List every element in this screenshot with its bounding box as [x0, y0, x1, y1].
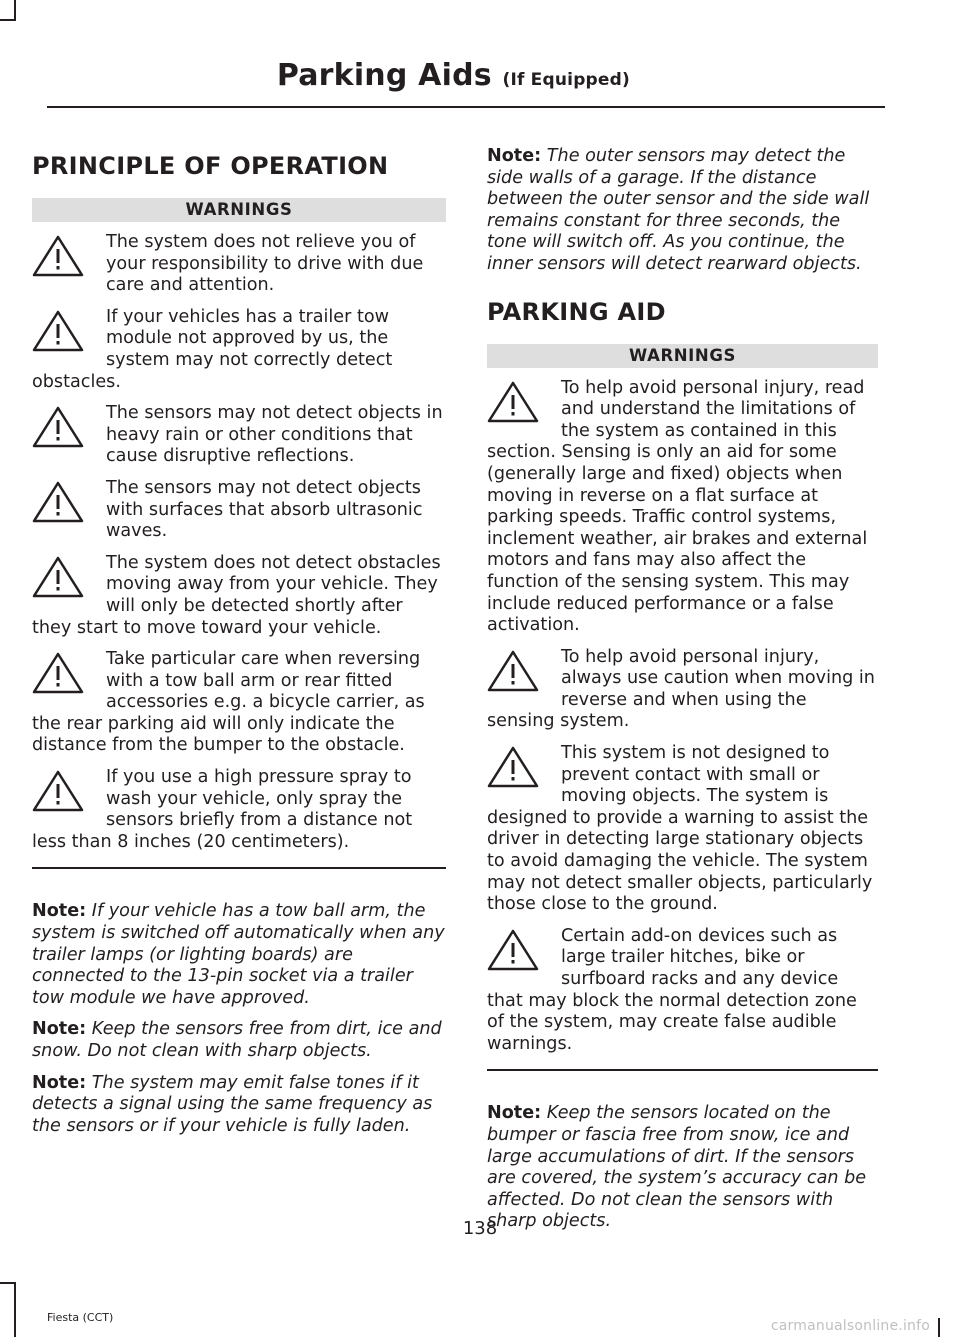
warnings-end-rule [32, 867, 446, 869]
note-paragraph [487, 1103, 878, 1233]
warning-item [32, 767, 446, 853]
warning-text: To help avoid personal injury, always use caution when moving in reverse and when using the sensing system. [487, 646, 875, 732]
header-rule [47, 106, 885, 108]
warning-text: Take particular care when reversing with a tow ball arm or rear fitted accessories e.g. a bicycle carrier, as the rear parking aid will only indicate the distance from the bumper to the obstacle. [32, 649, 425, 756]
warning-item [32, 553, 446, 639]
page-number: 138 [462, 1218, 498, 1239]
warning-item [32, 649, 446, 757]
crop-mark [14, 1282, 16, 1337]
note-paragraph [32, 1019, 446, 1062]
crop-mark [0, 1282, 16, 1284]
note-paragraph [32, 901, 446, 1009]
warning-item [32, 307, 446, 393]
warning-item [487, 926, 878, 1056]
note-paragraph [32, 1073, 446, 1138]
warning-triangle-icon [487, 928, 539, 972]
warning-text: The sensors may not detect objects with surfaces that absorb ultrasonic waves. [106, 477, 423, 542]
page-header-title [277, 58, 630, 93]
warning-text: The system does not detect obstacles moving away from your vehicle. They will only be detected shortly after they start to move toward your vehicle. [32, 552, 441, 638]
warning-triangle-icon [32, 405, 84, 449]
note-paragraph [487, 146, 878, 276]
warnings-end-rule [487, 1069, 878, 1071]
warning-text: Certain add-on devices such as large trailer hitches, bike or surfboard racks and any device that may block the normal detection zone of the system, may create false audible warnings. [487, 925, 857, 1054]
warning-triangle-icon [487, 649, 539, 693]
header-title-text: Parking Aids [276, 58, 492, 93]
note-text: The system may emit false tones if it detects a signal using the same frequency as the sensors or if your vehicle is fully laden. [32, 1072, 433, 1136]
note-label: Note: [487, 1103, 542, 1124]
warning-triangle-icon [32, 309, 84, 353]
warning-triangle-icon [487, 745, 539, 789]
warning-triangle-icon [487, 380, 539, 424]
warning-triangle-icon [32, 651, 84, 695]
note-text: The outer sensors may detect the side walls of a garage. If the distance between the outer sensor and the side wall remains constant for three seconds, the tone will switch off. As you continue, the inner sensors will detect rearward objects. [487, 146, 870, 274]
crop-mark [14, 0, 16, 20]
warning-item [32, 232, 446, 297]
section-heading-principle: PRINCIPLE OF OPERATION [32, 152, 389, 180]
right-column [487, 140, 878, 1243]
note-text: Keep the sensors located on the bumper or fascia free from snow, ice and large accumulations of dirt. If the sensors are covered, the system’s accuracy can be affected. Do not clean the sensors with sharp objects. [487, 1103, 867, 1232]
note-text: Keep the sensors free from dirt, ice and snow. Do not clean with sharp objects. [32, 1019, 442, 1061]
warning-item [32, 478, 446, 543]
warnings-bar: WARNINGS [32, 198, 446, 222]
warning-text: If you use a high pressure spray to wash your vehicle, only spray the sensors briefly from a distance not less than 8 inches (20 centimeters). [32, 767, 413, 852]
section-heading-parking-aid: PARKING AID [487, 297, 666, 326]
warning-item [487, 647, 878, 733]
warning-triangle-icon [32, 480, 84, 524]
footer-model: Fiesta (CCT) [47, 1311, 114, 1324]
warning-text: The sensors may not detect objects in heavy rain or other conditions that cause disruptive reflections. [106, 403, 443, 467]
warning-item [487, 743, 878, 916]
warning-item [487, 378, 878, 637]
warning-text: To help avoid personal injury, read and understand the limitations of the system as contained in this section. Sensing is only an aid for some (generally large and fixed) objects when moving in reverse on a flat surface at parking speeds. Traffic control systems, inclement weather, air brakes and external motors and fans may also affect the function of the sensing system. This may include reduced performance or a false activation. [487, 377, 868, 636]
note-text: If your vehicle has a tow ball arm, the system is switched off automatically when any trailer lamps (or lighting boards) are connected to the 13-pin socket via a trailer tow module we have approved. [32, 901, 445, 1008]
warnings-bar: WARNINGS [487, 344, 878, 368]
warning-text: The system does not relieve you of your responsibility to drive with due care and attention. [106, 232, 424, 296]
crop-mark [938, 1318, 940, 1337]
crop-mark [0, 19, 16, 21]
warning-text: This system is not designed to prevent contact with small or moving objects. The system is designed to provide a warning to assist the driver in detecting large stationary objects to avoid damaging the vehicle. The system may not detect smaller objects, particularly those close to the ground. [487, 743, 873, 915]
note-label: Note: [32, 901, 87, 922]
warning-triangle-icon [32, 555, 84, 599]
warning-text: If your vehicles has a trailer tow module not approved by us, the system may not correctly detect obstacles. [32, 306, 393, 392]
header-subtitle: (If Equipped) [502, 70, 630, 90]
warning-triangle-icon [32, 234, 84, 278]
watermark: carmanualsonline.info [770, 1318, 930, 1334]
note-label: Note: [32, 1072, 87, 1093]
warning-item [32, 403, 446, 468]
left-column [32, 140, 446, 1147]
note-label: Note: [487, 146, 542, 166]
warning-triangle-icon [32, 769, 84, 813]
note-label: Note: [32, 1019, 87, 1040]
